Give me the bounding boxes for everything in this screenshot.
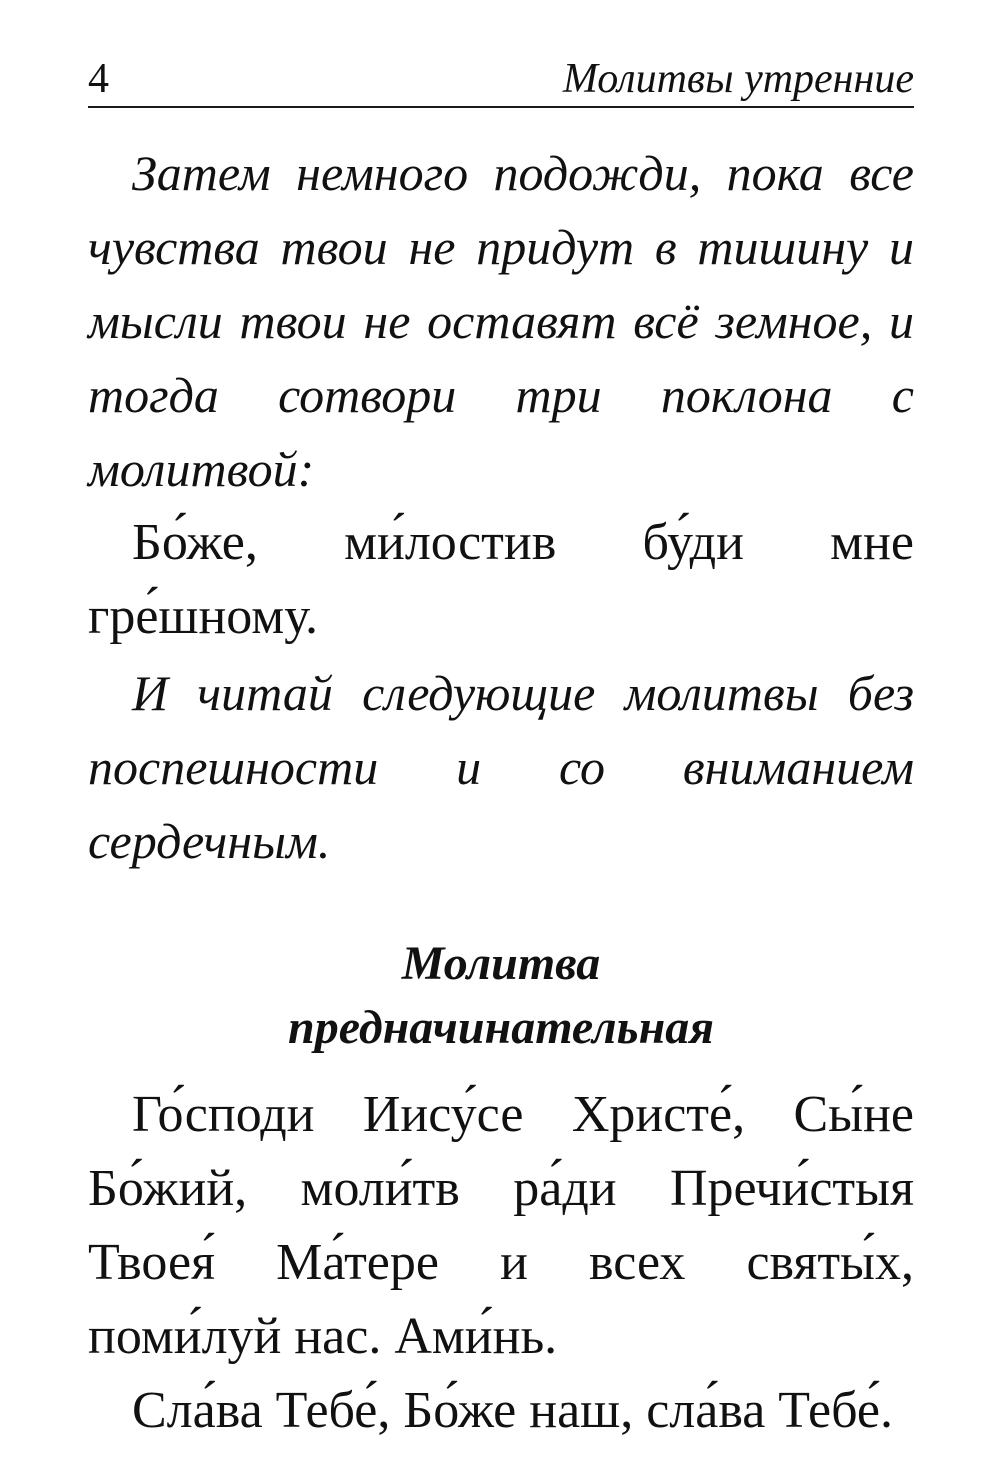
- prayer-text-2: Го́споди Иису́се Христе́, Сы́не Бо́жий, моли́тв ра́ди Пречи́стыя Твоея́ Ма́тере и всех святы́х, поми́луй нас. Ами́нь.: [88, 1086, 914, 1365]
- page-number: 4: [88, 56, 109, 102]
- section-title: Молитвы утренние: [562, 56, 914, 102]
- prayer-text-3: Сла́ва Тебе́, Бо́же наш, сла́ва Тебе́.: [132, 1382, 893, 1439]
- running-head: [88, 52, 914, 108]
- rubric-instruction-2: И читай следующие молитвы без поспешности и со вниманием сердечным.: [88, 665, 914, 869]
- prayer-heading: [88, 932, 914, 1060]
- page-content: [88, 128, 914, 1448]
- prayer-heading-line-1: Молитва: [401, 937, 601, 990]
- prayer-text-1: Бо́же, ми́лостив бу́ди мне гре́шному.: [88, 514, 914, 645]
- prayer-heading-line-2: предначинательная: [288, 1001, 714, 1054]
- rubric-instruction-1: Затем немного подожди, пока все чувства твои не придут в тишину и мысли твои не оставят всё земное, и тогда сотвори три поклона с молитвой:: [88, 145, 914, 497]
